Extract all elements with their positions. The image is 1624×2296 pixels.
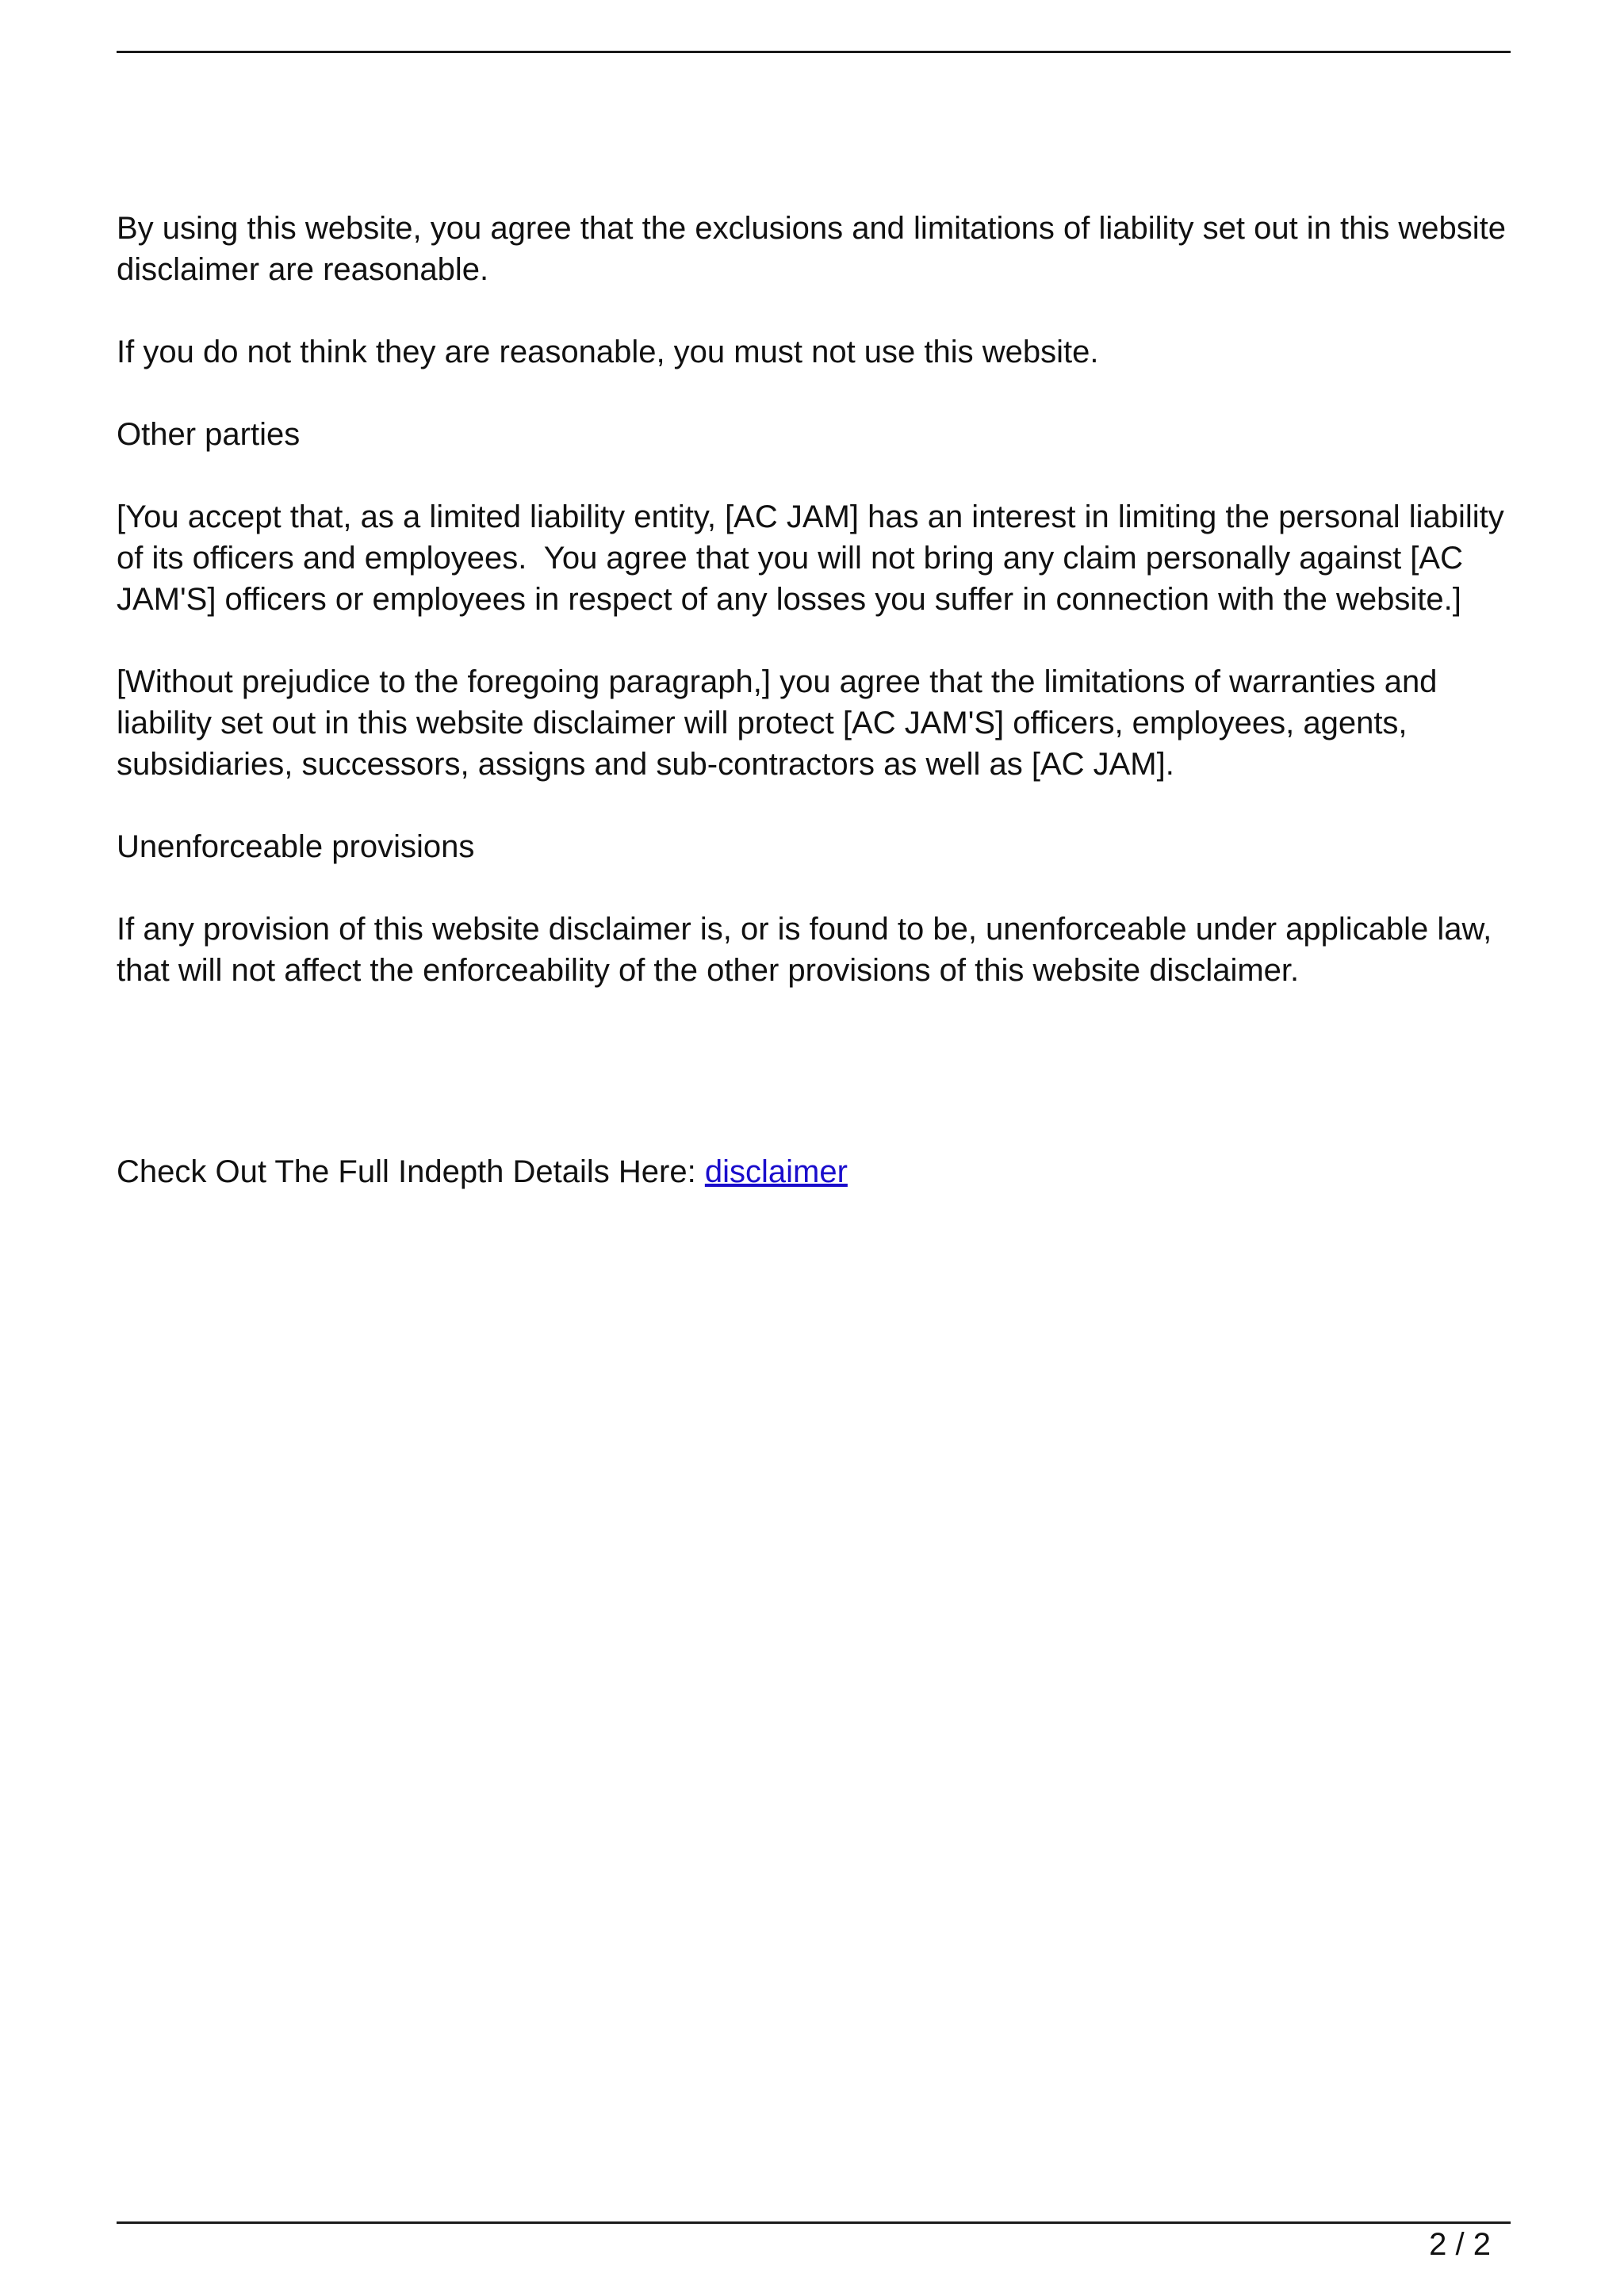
heading-unenforceable-provisions: Unenforceable provisions [117,829,475,864]
header-rule [117,51,1511,53]
page-number: 2 / 2 [1429,2227,1491,2262]
disclaimer-link[interactable]: disclaimer [704,1154,848,1189]
paragraph-without-prejudice: [Without prejudice to the foregoing paragraph,] you agree that the limitations of warranties and liability set out in this website disclaimer will protect [AC JAM'S] officers, employees, agents, subsidiaries, successors, assigns and sub-contractors as well as [AC JAM]. [117,664,1446,782]
footer-rule [117,2221,1511,2224]
heading-other-parties: Other parties [117,417,301,452]
paragraph-reasonable: By using this website, you agree that the exclusions and limitations of liability set out in this website disclaimer are reasonable. [117,211,1515,287]
paragraph-limited-liability: [You accept that, as a limited liability entity, [AC JAM] has an interest in limiting the personal liability of its officers and employees. You agree that you will not bring any claim personally against [AC JAM'S] officers or employees in respect of any losses you suffer in connection with the website.] [117,499,1513,617]
document-body [117,208,1515,991]
details-prefix: Check Out The Full Indepth Details Here: [117,1154,705,1189]
paragraph-unenforceable: If any provision of this website disclaimer is, or is found to be, unenforceable under applicable law, that will not affect the enforceability of the other provisions of this website disclaimer. [117,912,1501,988]
details-line [117,1151,848,1192]
paragraph-not-reasonable: If you do not think they are reasonable, you must not use this website. [117,335,1099,369]
